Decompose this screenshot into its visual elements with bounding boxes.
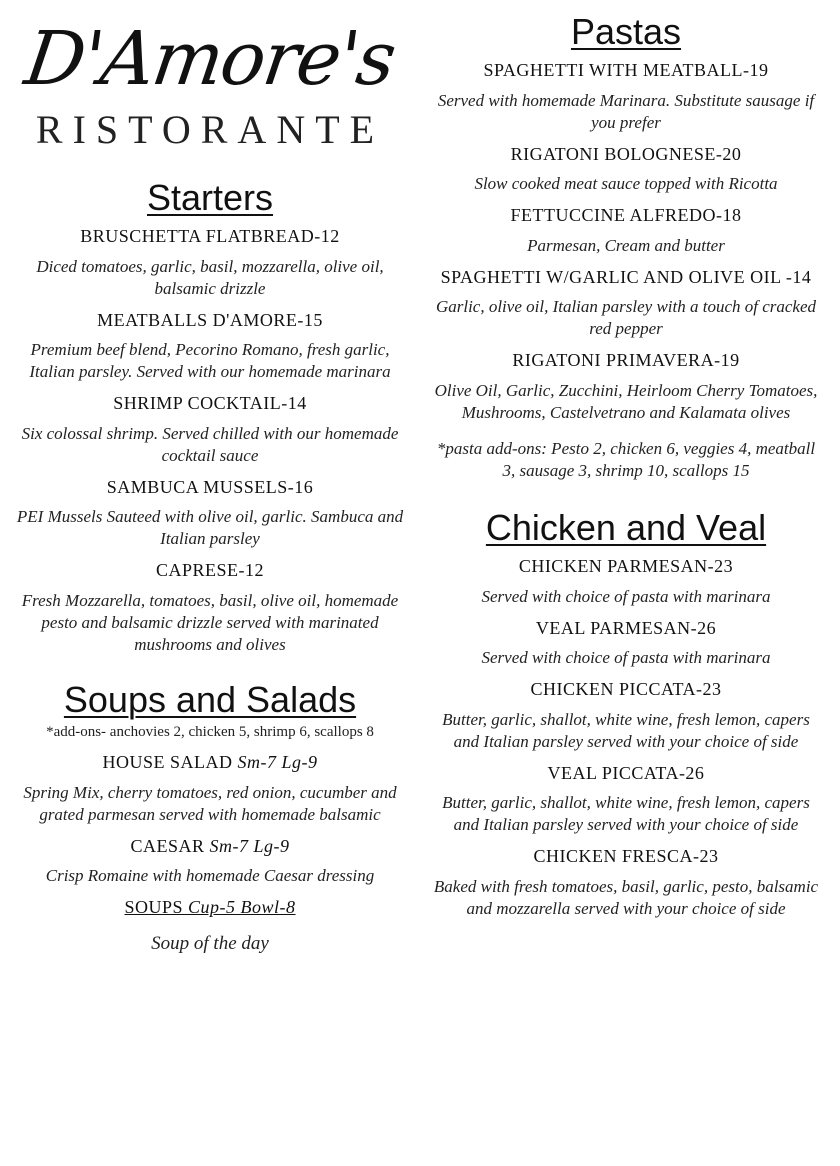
logo-subtitle: RISTORANTE bbox=[35, 107, 385, 152]
restaurant-logo bbox=[10, 16, 410, 152]
item-description: Butter, garlic, shallot, white wine, fresh lemon, capers and Italian parsley served with your choice of side bbox=[442, 793, 810, 835]
item-name: VEAL PARMESAN-26 bbox=[535, 617, 717, 638]
item-description: Soup of the day bbox=[151, 932, 269, 954]
item-name: SAMBUCA MUSSELS-16 bbox=[106, 476, 314, 497]
item-description: PEI Mussels Sauteed with olive oil, garlic. Sambuca and Italian parsley bbox=[16, 507, 404, 549]
item-name-text: CAESAR bbox=[130, 835, 210, 856]
pasta-item bbox=[430, 350, 822, 424]
item-description: Garlic, olive oil, Italian parsley with a touch of cracked red pepper bbox=[435, 297, 817, 339]
item-name: SPAGHETTI W/GARLIC AND OLIVE OIL -14 bbox=[440, 266, 812, 287]
item-name bbox=[10, 752, 410, 774]
item-description: Fresh Mozzarella, tomatoes, basil, olive oil, homemade pesto and balsamic drizzle served with marinated mushrooms and olives bbox=[21, 590, 399, 654]
starters-item bbox=[10, 560, 410, 656]
item-sizes: Sm-7 Lg-9 bbox=[209, 835, 290, 856]
pasta-item bbox=[430, 205, 822, 257]
pastas-title: Pastas bbox=[570, 11, 682, 52]
item-sizes: Sm-7 Lg-9 bbox=[237, 751, 318, 772]
starters-item bbox=[10, 477, 410, 551]
starters-item bbox=[10, 226, 410, 300]
left-column bbox=[10, 0, 410, 955]
item-name: BRUSCHETTA FLATBREAD-12 bbox=[80, 226, 340, 246]
item-name bbox=[10, 897, 410, 919]
chicken-veal-title: Chicken and Veal bbox=[485, 506, 767, 548]
starters-item bbox=[10, 393, 410, 467]
starters-title: Starters bbox=[146, 177, 274, 218]
item-description: Served with choice of pasta with marinara bbox=[481, 586, 771, 606]
item-name-text: SOUPS bbox=[124, 897, 189, 918]
item-name: RIGATONI PRIMAVERA-19 bbox=[512, 350, 740, 371]
item-name-text: HOUSE SALAD bbox=[102, 751, 238, 772]
item-name: CAPRESE-12 bbox=[155, 560, 265, 581]
pasta-item bbox=[430, 144, 822, 196]
pasta-addons: *pasta add-ons: Pesto 2, chicken 6, veggies 4, meatball 3, sausage 3, shrimp 10, scallops 15 bbox=[436, 438, 816, 480]
caesar-item bbox=[10, 836, 410, 888]
soups-salads-title: Soups and Salads bbox=[63, 678, 357, 720]
item-description: Spring Mix, cherry tomatoes, red onion, cucumber and grated parmesan served with homemade balsamic bbox=[23, 782, 397, 824]
item-description: Slow cooked meat sauce topped with Ricotta bbox=[474, 174, 778, 194]
chicken-veal-item bbox=[430, 763, 822, 837]
item-description: Served with choice of pasta with marinara bbox=[481, 648, 771, 668]
right-column bbox=[430, 0, 822, 920]
item-name: SPAGHETTI WITH MEATBALL-19 bbox=[483, 60, 769, 80]
chicken-veal-item bbox=[430, 679, 822, 753]
pasta-item bbox=[430, 267, 822, 341]
item-name: CHICKEN FRESCA-23 bbox=[533, 846, 719, 867]
item-description: Butter, garlic, shallot, white wine, fresh lemon, capers and Italian parsley served with your choice of side bbox=[442, 709, 810, 751]
item-description: Olive Oil, Garlic, Zucchini, Heirloom Cherry Tomatoes, Mushrooms, Castelvetrano and Kalamata olives bbox=[434, 380, 818, 422]
starters-item bbox=[10, 310, 410, 384]
item-description: Six colossal shrimp. Served chilled with our homemade cocktail sauce bbox=[21, 423, 399, 465]
item-description: Premium beef blend, Pecorino Romano, fresh garlic, Italian parsley. Served with our homemade marinara bbox=[29, 340, 391, 382]
logo-script: D'Amore's bbox=[20, 16, 400, 102]
item-description: Parmesan, Cream and butter bbox=[527, 235, 725, 255]
item-name: CHICKEN PICCATA-23 bbox=[530, 679, 722, 700]
house-salad-item bbox=[10, 752, 410, 826]
item-name: RIGATONI BOLOGNESE-20 bbox=[510, 143, 742, 164]
item-name: SHRIMP COCKTAIL-14 bbox=[113, 393, 307, 414]
chicken-veal-item bbox=[430, 618, 822, 670]
soups-salads-addons: *add-ons- anchovies 2, chicken 5, shrimp 6, scallops 8 bbox=[46, 723, 374, 740]
soups-item bbox=[10, 897, 410, 955]
chicken-veal-item bbox=[430, 846, 822, 920]
item-name: CHICKEN PARMESAN-23 bbox=[518, 555, 734, 576]
item-description: Crisp Romaine with homemade Caesar dressing bbox=[45, 866, 375, 886]
chicken-veal-item bbox=[430, 556, 822, 608]
item-name: MEATBALLS D'AMORE-15 bbox=[97, 309, 323, 330]
item-name: VEAL PICCATA-26 bbox=[547, 762, 705, 783]
item-description: Diced tomatoes, garlic, basil, mozzarella, olive oil, balsamic drizzle bbox=[36, 256, 384, 298]
pasta-item bbox=[430, 60, 822, 134]
item-name bbox=[10, 836, 410, 858]
item-description: Baked with fresh tomatoes, basil, garlic, pesto, balsamic and mozzarella served with your choice of side bbox=[433, 876, 819, 918]
item-description: Served with homemade Marinara. Substitute sausage if you prefer bbox=[437, 90, 815, 132]
item-name: FETTUCCINE ALFREDO-18 bbox=[510, 205, 742, 226]
item-sizes: Cup-5 Bowl-8 bbox=[188, 897, 296, 918]
